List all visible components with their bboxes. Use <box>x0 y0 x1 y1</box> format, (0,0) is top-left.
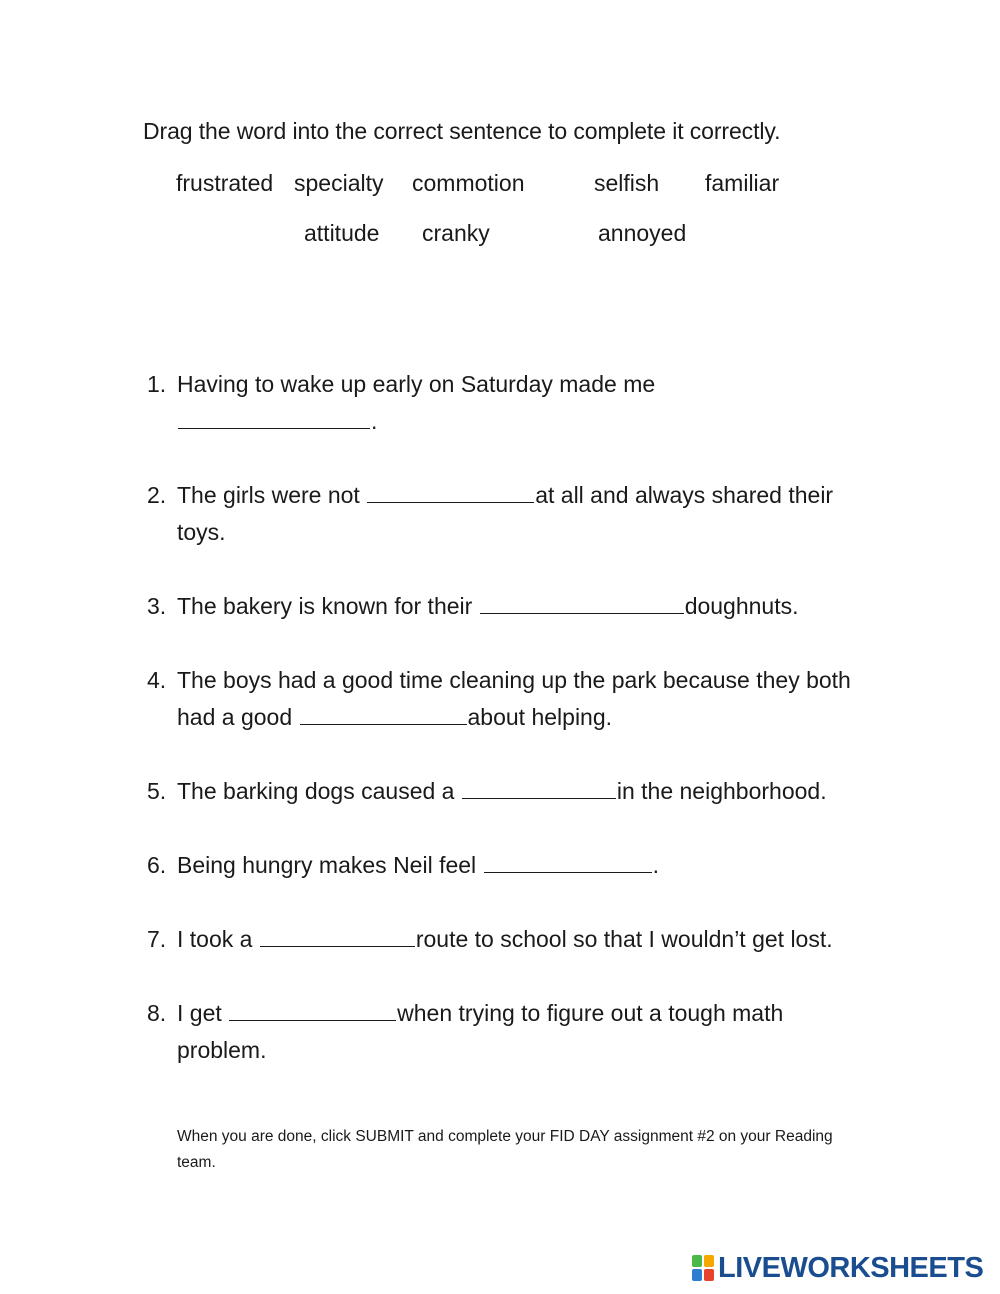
logo-icon <box>692 1255 714 1281</box>
question-number: 3. <box>147 593 167 619</box>
question-number: 7. <box>147 926 167 952</box>
liveworksheets-logo <box>692 1252 983 1284</box>
question-2 <box>147 477 907 551</box>
question-text-after: . <box>652 852 659 878</box>
question-text-after: doughnuts. <box>684 593 799 619</box>
question-number: 5. <box>147 778 167 804</box>
draggable-word-specialty[interactable]: specialty <box>294 170 384 196</box>
draggable-word-attitude[interactable]: attitude <box>304 220 380 246</box>
draggable-word-commotion[interactable]: commotion <box>412 170 525 196</box>
answer-blank-7[interactable] <box>260 924 415 947</box>
draggable-word-annoyed[interactable]: annoyed <box>598 220 687 246</box>
question-text-after: at all and always shared their toys. <box>177 482 834 545</box>
question-text-before: I get <box>177 1000 222 1026</box>
question-text-after: when trying to figure out a tough math problem. <box>177 1000 784 1063</box>
question-text-before: Having to wake up early on Saturday made me <box>177 371 656 397</box>
question-text-before: The girls were not <box>177 482 360 508</box>
answer-blank-4[interactable] <box>300 702 467 725</box>
draggable-word-selfish[interactable]: selfish <box>594 170 660 196</box>
answer-blank-2[interactable] <box>367 480 534 503</box>
logo-block <box>704 1269 714 1281</box>
question-text-after: route to school so that I wouldn’t get lost. <box>415 926 833 952</box>
question-6 <box>147 847 907 884</box>
question-3 <box>147 588 907 625</box>
answer-blank-8[interactable] <box>229 998 396 1021</box>
logo-text: LIVEWORKSHEETS <box>718 1251 984 1284</box>
question-text-after: in the neighborhood. <box>616 778 827 804</box>
question-text-after: about helping. <box>467 704 613 730</box>
answer-blank-5[interactable] <box>462 776 616 799</box>
question-number: 8. <box>147 1000 167 1026</box>
question-text-after: . <box>371 408 378 434</box>
question-text-before: The boys had a good time cleaning up the park because they both had a good <box>177 667 851 730</box>
footer-note: When you are done, click SUBMIT and complete your FID DAY assignment #2 on your Reading team. <box>177 1128 833 1171</box>
question-number: 1. <box>147 371 167 397</box>
instructions-text: Drag the word into the correct sentence to complete it correctly. <box>143 118 781 144</box>
draggable-word-familiar[interactable]: familiar <box>705 170 780 196</box>
answer-blank-6[interactable] <box>484 850 652 873</box>
question-8 <box>147 995 907 1069</box>
question-text-before: The bakery is known for their <box>177 593 473 619</box>
logo-block <box>692 1269 702 1281</box>
logo-block <box>704 1255 714 1267</box>
answer-blank-3[interactable] <box>480 591 684 614</box>
question-number: 6. <box>147 852 167 878</box>
question-number: 2. <box>147 482 167 508</box>
logo-block <box>692 1255 702 1267</box>
question-1 <box>147 366 907 440</box>
question-text-before: Being hungry makes Neil feel <box>177 852 477 878</box>
question-number: 4. <box>147 667 167 693</box>
question-4 <box>147 662 907 736</box>
answer-blank-1[interactable] <box>178 406 370 429</box>
question-text-before: I took a <box>177 926 253 952</box>
draggable-word-frustrated[interactable]: frustrated <box>176 170 274 196</box>
question-text-before: The barking dogs caused a <box>177 778 455 804</box>
draggable-word-cranky[interactable]: cranky <box>422 220 490 246</box>
question-7 <box>147 921 907 958</box>
question-5 <box>147 773 907 810</box>
